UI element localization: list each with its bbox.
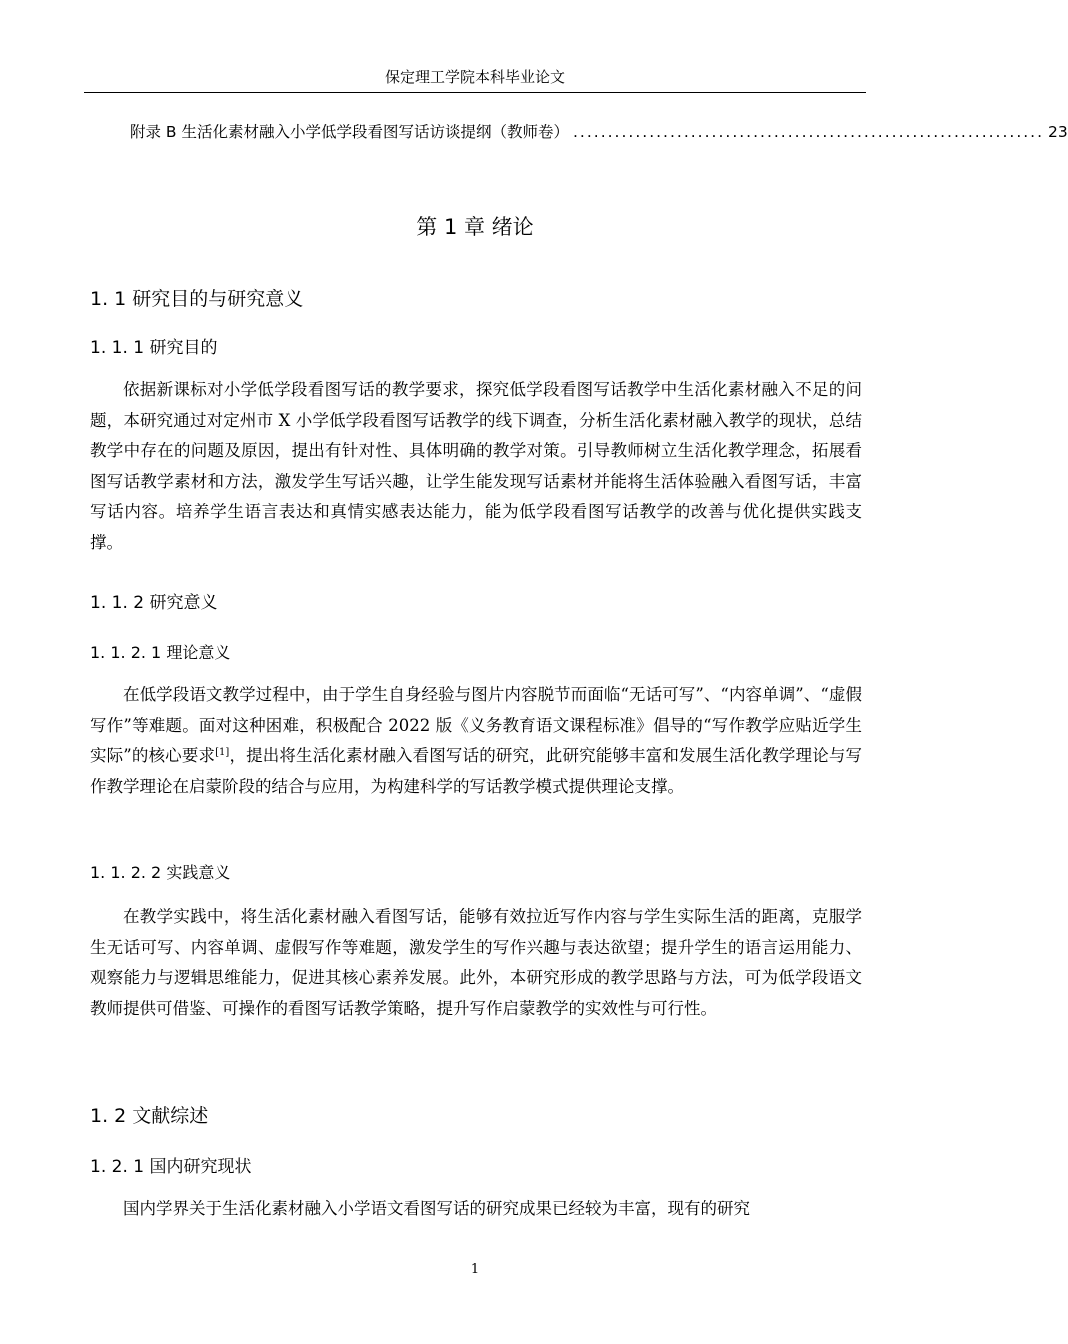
theory-text-part-2: ，提出将生活化素材融入看图写话的研究，此研究能够丰富和发展生活化教学理论与写作教学理论在启蒙阶段的结合与应用，为构建科学的写话教学模式提供理论支撑。	[90, 746, 863, 796]
section-heading-1-1-2-1	[90, 641, 230, 665]
toc-leader-dots: ....................................................................	[573, 123, 1045, 141]
toc-entry-appendix-b[interactable]	[130, 120, 1068, 144]
section-heading-1-1-2-2-text: 1. 1. 2. 2 实践意义	[90, 863, 231, 882]
section-heading-1-1-2-1-text: 1. 1. 2. 1 理论意义	[90, 643, 231, 662]
section-heading-1-1-2: 1. 1. 2 研究意义	[90, 593, 218, 613]
chapter-title: 第 1 章 绪论	[416, 215, 534, 239]
section-heading-1-1-1: 1. 1. 1 研究目的	[90, 338, 218, 358]
section-heading-1-2-1: 1. 2. 1 国内研究现状	[90, 1157, 252, 1177]
section-heading-1-1: 1. 1 研究目的与研究意义	[90, 288, 304, 310]
citation-ref-1[interactable]: [1]	[215, 747, 230, 758]
toc-entry-label: 附录 B 生活化素材融入小学低学段看图写话访谈提纲（教师卷）	[130, 123, 569, 141]
paragraph-domestic-research: 国内学界关于生活化素材融入小学语文看图写话的研究成果已经较为丰富，现有的研究	[123, 1199, 750, 1218]
theory-text-part-1: 在低学段语文教学过程中，由于学生自身经验与图片内容脱节而面临“无话可写”、“内容单调”、“虚假写作”等难题。面对这种困难，积极配合 2022 版《义务教育语文课程标准》倡导的“写作教学应贴近学生实际”的核心要求	[90, 685, 862, 765]
paragraph-practical-significance: 在教学实践中，将生活化素材融入看图写话，能够有效拉近写作内容与学生实际生活的距离，克服学生无话可写、内容单调、虚假写作等难题，激发学生的写作兴趣与表达欲望；提升学生的语言运用能力、观察能力与逻辑思维能力，促进其核心素养发展。此外，本研究形成的教学思路与方法，可为低学段语文教师提供可借鉴、可操作的看图写话教学策略，提升写作启蒙教学的实效性与可行性。	[90, 907, 862, 1018]
header-title: 保定理工学院本科毕业论文	[384, 68, 565, 86]
page-number: 1	[470, 1262, 480, 1277]
toc-page-number: 23	[1048, 123, 1068, 141]
paragraph-theoretical-significance	[90, 680, 862, 802]
paragraph-research-purpose: 依据新课标对小学低学段看图写话的教学要求，探究低学段看图写话教学中生活化素材融入不足的问题，本研究通过对定州市 X 小学低学段看图写话教学的线下调查，分析生活化素材融入教学的现状，总结教学中存在的问题及原因，提出有针对性、具体明确的教学对策。引导教师树立生活化教学理念，拓展看图写话教学素材和方法，激发学生写话兴趣，让学生能发现写话素材并能将生活体验融入看图写话，丰富写话内容。培养学生语言表达和真情实感表达能力，能为低学段看图写话教学的改善与优化提供实践支撑。	[90, 380, 862, 552]
page-header	[84, 66, 866, 93]
section-heading-1-2: 1. 2 文献综述	[90, 1105, 209, 1127]
section-heading-1-1-2-2	[90, 861, 230, 885]
